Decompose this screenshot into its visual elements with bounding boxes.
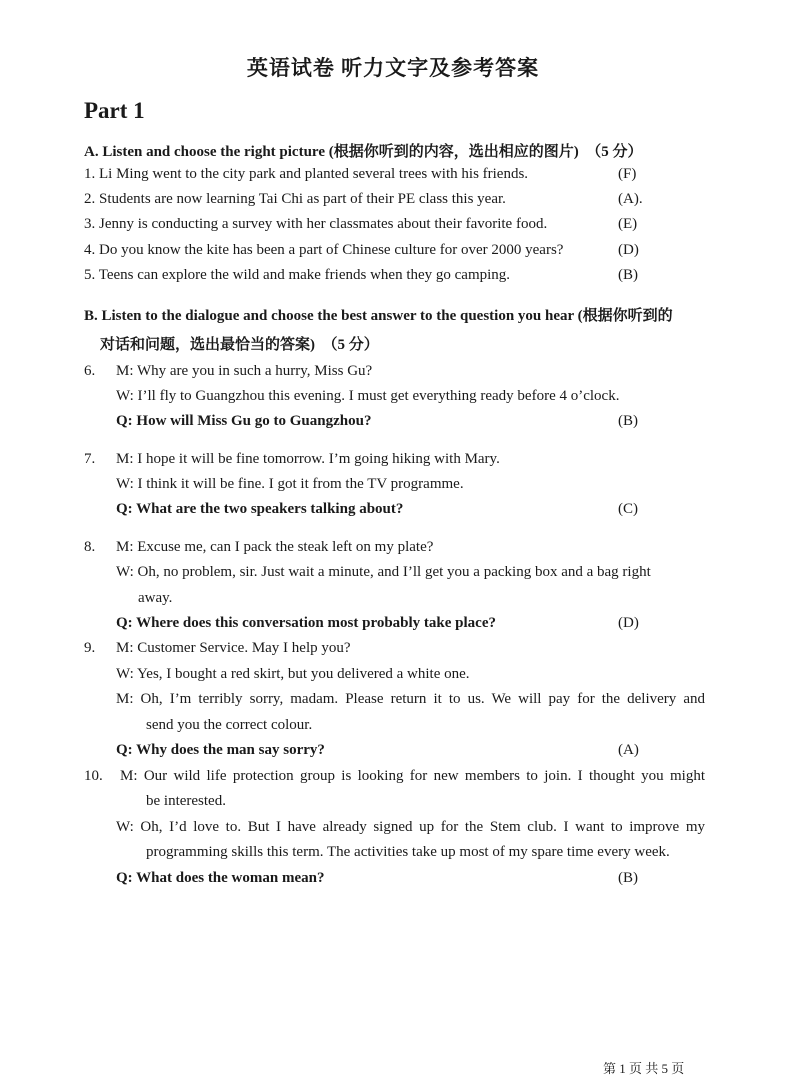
question-number: 6. [84,363,96,379]
part-heading: Part 1 [84,98,145,123]
dialogue-line-cont: be interested. [146,793,226,809]
dialogue-line: M: Oh, I’m terribly sorry, madam. Please return it to us. We will pay for the delivery and [116,691,705,707]
section-b-heading-cont: 对话和问题，选出最恰当的答案) （5 分） [100,337,379,353]
dialogue-line-cont: away. [138,590,173,606]
page-footer: 第 1 页 共 5 页 [603,1061,685,1076]
dialogue-line: W: Yes, I bought a red skirt, but you delivered a white one. [116,666,470,682]
section-a-answer: (F) [618,166,637,182]
dialogue-line: M: Why are you in such a hurry, Miss Gu? [116,363,373,379]
dialogue-line: M: Customer Service. May I help you? [116,640,351,656]
section-a-item: 5. Teens can explore the wild and make friends when they go camping. [84,267,511,283]
question-answer: (B) [618,413,638,429]
question-text: Q: How will Miss Gu go to Guangzhou? [116,413,372,429]
section-a-item: 3. Jenny is conducting a survey with her classmates about their favorite food. [84,216,548,232]
question-answer: (A) [618,742,639,758]
question-answer: (D) [618,615,639,631]
section-a-item: 1. Li Ming went to the city park and planted several trees with his friends. [84,166,529,182]
question-answer: (C) [618,501,638,517]
question-number: 9. [84,640,96,656]
dialogue-line: M: I hope it will be fine tomorrow. I’m going hiking with Mary. [116,451,500,467]
dialogue-line: W: I’ll fly to Guangzhou this evening. I must get everything ready before 4 o’clock. [116,388,620,404]
question-text: Q: What does the woman mean? [116,870,325,886]
section-a-heading: A. Listen and choose the right picture (根据你听到的内容，选出相应的图片) （5 分） [84,144,643,160]
question-number: 7. [84,451,96,467]
page-title: 英语试卷 听力文字及参考答案 [246,56,540,80]
dialogue-line-cont: programming skills this term. The activities take up most of my spare time every week. [146,844,670,860]
question-number: 8. [84,539,96,555]
section-a-answer: (E) [618,216,638,232]
section-a-item: 4. Do you know the kite has been a part of Chinese culture for over 2000 years? [84,242,564,258]
dialogue-line: M: Our wild life protection group is looking for new members to join. I thought you might [120,768,705,784]
dialogue-line-cont: send you the correct colour. [146,717,313,733]
section-a-answer: (A). [618,191,643,207]
dialogue-line: W: Oh, I’d love to. But I have already signed up for the Stem club. I want to improve my [116,819,705,835]
dialogue-line: W: Oh, no problem, sir. Just wait a minute, and I’ll get you a packing box and a bag right [116,564,651,580]
section-a-answer: (D) [618,242,639,258]
section-b-heading: B. Listen to the dialogue and choose the best answer to the question you hear (根据你听到的 [84,308,673,324]
question-text: Q: Where does this conversation most probably take place? [116,615,497,631]
question-number: 10. [84,768,103,784]
question-answer: (B) [618,870,638,886]
dialogue-line: W: I think it will be fine. I got it from the TV programme. [116,476,464,492]
question-text: Q: Why does the man say sorry? [116,742,325,758]
question-text: Q: What are the two speakers talking about? [116,501,404,517]
section-a-item: 2. Students are now learning Tai Chi as part of their PE class this year. [84,191,506,207]
section-a-answer: (B) [618,267,638,283]
dialogue-line: M: Excuse me, can I pack the steak left on my plate? [116,539,434,555]
